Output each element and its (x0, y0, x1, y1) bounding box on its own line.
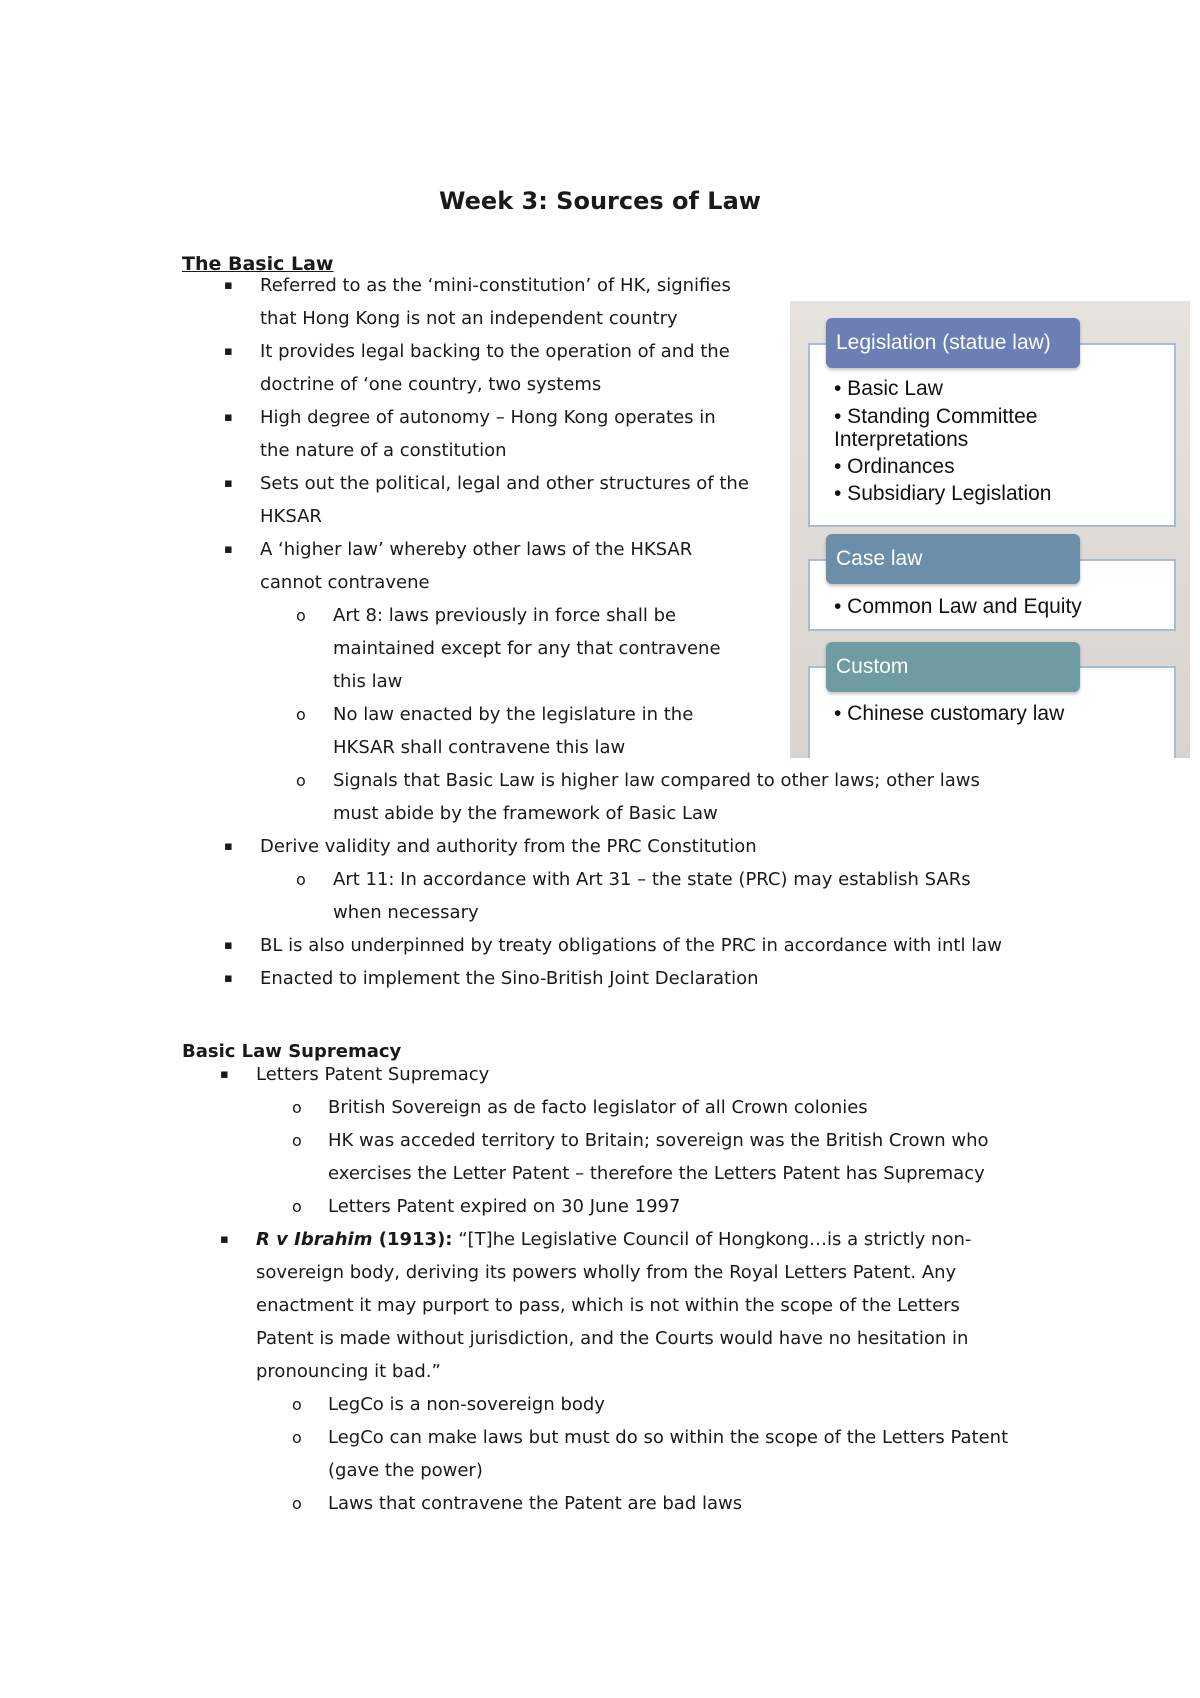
square-bullet: ▪ (224, 476, 233, 491)
square-bullet: ▪ (224, 971, 233, 986)
square-bullet: ▪ (224, 938, 233, 953)
list-text-line: No law enacted by the legislature in the (333, 704, 694, 725)
list-text-line: HKSAR shall contravene this law (333, 737, 626, 758)
diagram-item: • Standing Committee (834, 405, 1038, 428)
list-text-line: (gave the power) (328, 1460, 483, 1481)
list-text-line (256, 1228, 971, 1252)
circle-bullet: o (292, 1428, 302, 1447)
diagram-item: • Basic Law (834, 377, 943, 400)
square-bullet: ▪ (224, 839, 233, 854)
circle-bullet: o (296, 606, 306, 625)
list-text-line: doctrine of ‘one country, two systems (260, 374, 602, 395)
diagram-item: • Chinese customary law (834, 702, 1065, 725)
list-text-line: Derive validity and authority from the PRC Constitution (260, 836, 757, 857)
case-quote: “[T]he Legislative Council of Hongkong…is a strictly non- (458, 1229, 972, 1250)
list-text-line: It provides legal backing to the operation of and the (260, 341, 730, 362)
list-text-line: the nature of a constitution (260, 440, 507, 461)
list-text-line: Letters Patent Supremacy (256, 1064, 490, 1085)
list-text-line: HKSAR (260, 506, 322, 527)
list-text-line: Letters Patent expired on 30 June 1997 (328, 1196, 681, 1217)
section-heading-supremacy: Basic Law Supremacy (182, 1041, 402, 1062)
circle-bullet: o (292, 1098, 302, 1117)
list-text-line: HK was acceded territory to Britain; sovereign was the British Crown who (328, 1130, 989, 1151)
list-text-line: Referred to as the ‘mini-constitution’ of HK, signifies (260, 275, 731, 296)
circle-bullet: o (292, 1197, 302, 1216)
diagram-item: Interpretations (834, 428, 969, 451)
circle-bullet: o (296, 771, 306, 790)
circle-bullet: o (296, 705, 306, 724)
list-text-line: cannot contravene (260, 572, 430, 593)
square-bullet: ▪ (224, 410, 233, 425)
square-bullet: ▪ (224, 542, 233, 557)
square-bullet: ▪ (220, 1232, 229, 1247)
circle-bullet: o (292, 1494, 302, 1513)
list-text-line: High degree of autonomy – Hong Kong operates in (260, 407, 716, 428)
list-text-line: when necessary (333, 902, 479, 923)
square-bullet: ▪ (220, 1067, 229, 1082)
diagram-item: • Common Law and Equity (834, 595, 1082, 618)
circle-bullet: o (292, 1131, 302, 1150)
case-law-header: Case law (826, 534, 1080, 584)
diagram-item: • Ordinances (834, 455, 955, 478)
case-year: (1913): (372, 1229, 453, 1250)
circle-bullet: o (296, 870, 306, 889)
section-heading-basic-law: The Basic Law (182, 253, 334, 275)
list-text-line: maintained except for any that contravene (333, 638, 721, 659)
list-text-line: BL is also underpinned by treaty obligations of the PRC in accordance with intl law (260, 935, 1002, 956)
list-text-line: this law (333, 671, 403, 692)
list-text-line: sovereign body, deriving its powers wholly from the Royal Letters Patent. Any (256, 1262, 957, 1283)
list-text-line: Art 8: laws previously in force shall be (333, 605, 677, 626)
list-text-line: enactment it may purport to pass, which is not within the scope of the Letters (256, 1295, 960, 1316)
list-text-line: pronouncing it bad.” (256, 1361, 441, 1382)
list-text-line: A ‘higher law’ whereby other laws of the HKSAR (260, 539, 693, 560)
list-text-line: Laws that contravene the Patent are bad laws (328, 1493, 743, 1514)
diagram-item: • Subsidiary Legislation (834, 482, 1052, 505)
list-text-line: exercises the Letter Patent – therefore the Letters Patent has Supremacy (328, 1163, 985, 1184)
list-text-line: Art 11: In accordance with Art 31 – the state (PRC) may establish SARs (333, 869, 971, 890)
list-text-line: Signals that Basic Law is higher law compared to other laws; other laws (333, 770, 980, 791)
legislation-header: Legislation (statue law) (826, 318, 1080, 368)
list-text-line: Enacted to implement the Sino-British Joint Declaration (260, 968, 759, 989)
list-text-line: Sets out the political, legal and other structures of the (260, 473, 749, 494)
list-text-line: LegCo can make laws but must do so within the scope of the Letters Patent (328, 1427, 1009, 1448)
sources-of-law-diagram (790, 301, 1190, 758)
square-bullet: ▪ (224, 344, 233, 359)
list-text-line: that Hong Kong is not an independent country (260, 308, 678, 329)
square-bullet: ▪ (224, 278, 233, 293)
custom-header: Custom (826, 642, 1080, 692)
list-text-line: Patent is made without jurisdiction, and the Courts would have no hesitation in (256, 1328, 969, 1349)
list-text-line: LegCo is a non-sovereign body (328, 1394, 605, 1415)
circle-bullet: o (292, 1395, 302, 1414)
page-title: Week 3: Sources of Law (439, 187, 761, 215)
list-text-line: British Sovereign as de facto legislator of all Crown colonies (328, 1097, 868, 1118)
list-text-line: must abide by the framework of Basic Law (333, 803, 718, 824)
case-name: R v Ibrahim (256, 1229, 373, 1250)
